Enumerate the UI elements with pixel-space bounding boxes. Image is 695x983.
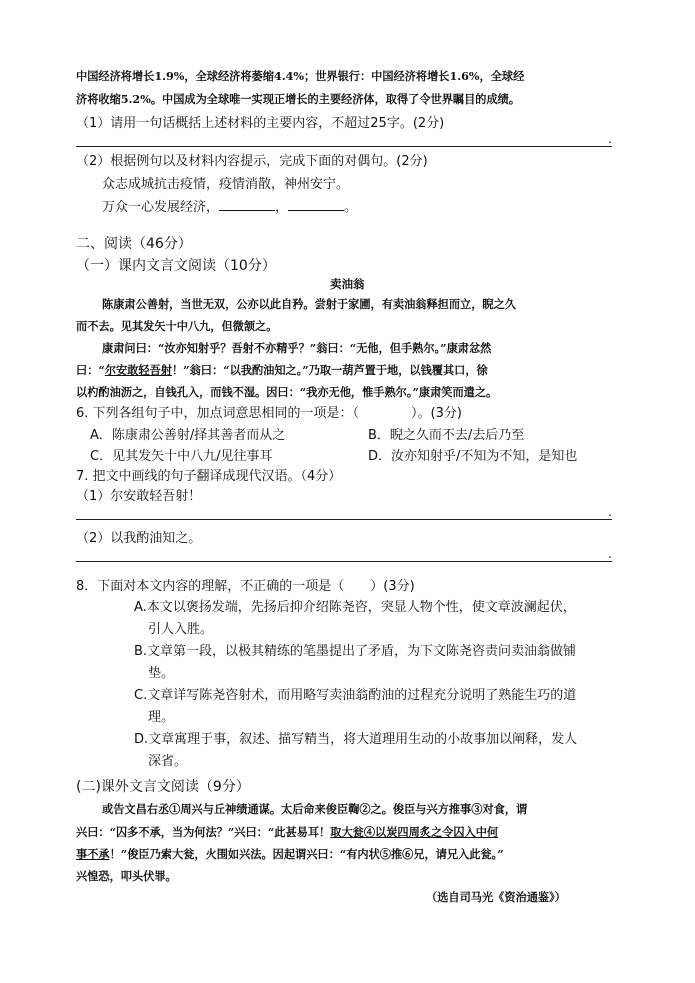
answer-line-end-mark: . (608, 505, 612, 519)
question-6-option-c: C．见其发矢十中八九/见往事耳 (90, 449, 273, 464)
question-8-option-c-cont: 理。 (148, 710, 175, 725)
part-2-heading: (二)课外文言文阅读（9分） (76, 779, 250, 795)
question-7-item-2: （2）以我酌油知之。 (76, 531, 202, 546)
question-1: （1）请用一句话概括上述材料的主要内容，不超过25字。(2分) (76, 116, 445, 131)
question-6: 6. 下列各组句子中，加点词意思相同的一项是：（ ）。(3分) (76, 406, 462, 421)
underlined-sentence-2: 取大瓮④以炭四周炙之令囚入中何 (330, 825, 499, 839)
question-6-option-b: B．睨之久而不去/去后乃至 (368, 428, 525, 443)
passage-3-line-2 (76, 824, 498, 840)
passage-2-line-3 (76, 384, 497, 400)
question-8-option-d-cont: 深省。 (148, 754, 188, 769)
passage-3-line-4: 兴惶恐，叩头伏罪。 (76, 869, 177, 883)
question-8-option-a-cont: 引人入胜。 (148, 622, 214, 637)
question-8-option-b: B.文章第一段，以极其精练的笔墨提出了矛盾，为下文陈尧咨责问卖油翁做铺 (134, 644, 577, 659)
section-2-heading: 二、阅读（46分） (76, 236, 192, 252)
question-7: 7. 把文中画线的句子翻译成现代汉语。（4分） (76, 469, 342, 484)
passage-1-line-1: 陈康肃公善射，当世无双，公亦以此自矜。尝射于家圃，有卖油翁释担而立，睨之久 (102, 297, 516, 311)
fill-end: 。 (344, 200, 358, 215)
question-6-option-d: D．汝亦知射乎/不知为不知，是知也 (368, 449, 578, 464)
question-7-item-1: （1）尔安敢轻吾射！ (76, 489, 202, 504)
fill-blank-1[interactable] (219, 198, 275, 211)
passage-2-line-2 (76, 362, 488, 378)
underlined-sentence-2-cont: 事不承 (76, 847, 110, 861)
fill-prefix: 万众一心发展经济， (102, 200, 220, 215)
material-line-1: 中国经济将增长1.9%，全球经济将萎缩4.4%；世界银行：中国经济将增长1.6%，全球经 (76, 69, 525, 83)
answer-line-q7-1[interactable] (76, 519, 612, 520)
question-8: 8．下面对本文内容的理解，不正确的一项是（ ）(3分) (76, 579, 415, 594)
part-1-heading: （一）课内文言文阅读（10分） (76, 258, 276, 274)
question-2: （2）根据例句以及材料内容提示，完成下面的对偶句。(2分) (76, 154, 428, 169)
question-8-option-a: A.本文以褒扬发端，先扬后抑介绍陈尧咨，突显人物个性，使文章波澜起伏， (134, 600, 576, 615)
underlined-sentence-1: 尔安敢轻吾射 (104, 363, 172, 377)
question-6-option-a: A．陈康肃公善射/择其善者而从之 (90, 428, 286, 443)
passage-text: 曰：“ (76, 363, 105, 377)
question-8-option-d: D.文章寓理于事，叙述、描写精当，将大道理用生动的小故事加以阐释，发人 (134, 732, 578, 747)
fill-blank-2[interactable] (288, 198, 344, 211)
passage-text: ！”翁曰：“以我酌油知之。”乃取一葫芦置于地，以钱覆其口，徐 (171, 363, 488, 377)
material-line-2: 济将收缩5.2%。中国成为全球唯一实现正增长的主要经济体，取得了令世界瞩目的成绩。 (76, 92, 521, 106)
passage-text: 以杓酌油沥之，自钱孔入，而钱不湿。因曰：“我亦无他，惟手熟尔。”康肃笑而遣之。 (76, 385, 498, 399)
passage-3-line-3 (76, 846, 504, 862)
passage-source: （选自司马光《资治通鉴》） (426, 890, 566, 904)
question-8-option-b-cont: 垫。 (148, 666, 175, 681)
answer-line-q7-2[interactable] (76, 561, 612, 562)
passage-title: 卖油翁 (330, 277, 365, 291)
passage-3-line-1: 或告文昌右丞①周兴与丘神绩通谋。太后命来俊臣鞫②之。俊臣与兴方推事③对食，谓 (102, 802, 528, 816)
fill-separator: ， (275, 200, 289, 215)
passage-1-line-2: 而不去。见其发矢十中八九，但微颔之。 (76, 319, 278, 333)
question-2-fill (102, 196, 357, 215)
passage-text: 兴曰：“囚多不承，当为何法？”兴曰：“此甚易耳！ (76, 825, 331, 839)
passage-text: ！”俊臣乃索大瓮，火围如兴法。因起谓兴曰：“有内状⑤推⑥兄，请兄入此瓮。” (109, 847, 504, 861)
answer-line-q1[interactable] (76, 146, 612, 147)
question-2-example: 众志成城抗击疫情，疫情消散，神州安宁。 (102, 177, 350, 192)
passage-2-line-1: 康肃问曰：“汝亦知射乎？吾射不亦精乎？”翁曰：“无他，但手熟尔。”康肃忿然 (102, 341, 492, 355)
answer-line-end-mark: . (608, 547, 612, 561)
question-8-option-c: C.文章详写陈尧咨射术，而用略写卖油翁酌油的过程充分说明了熟能生巧的道 (134, 688, 577, 703)
answer-line-end-mark: . (608, 132, 612, 146)
